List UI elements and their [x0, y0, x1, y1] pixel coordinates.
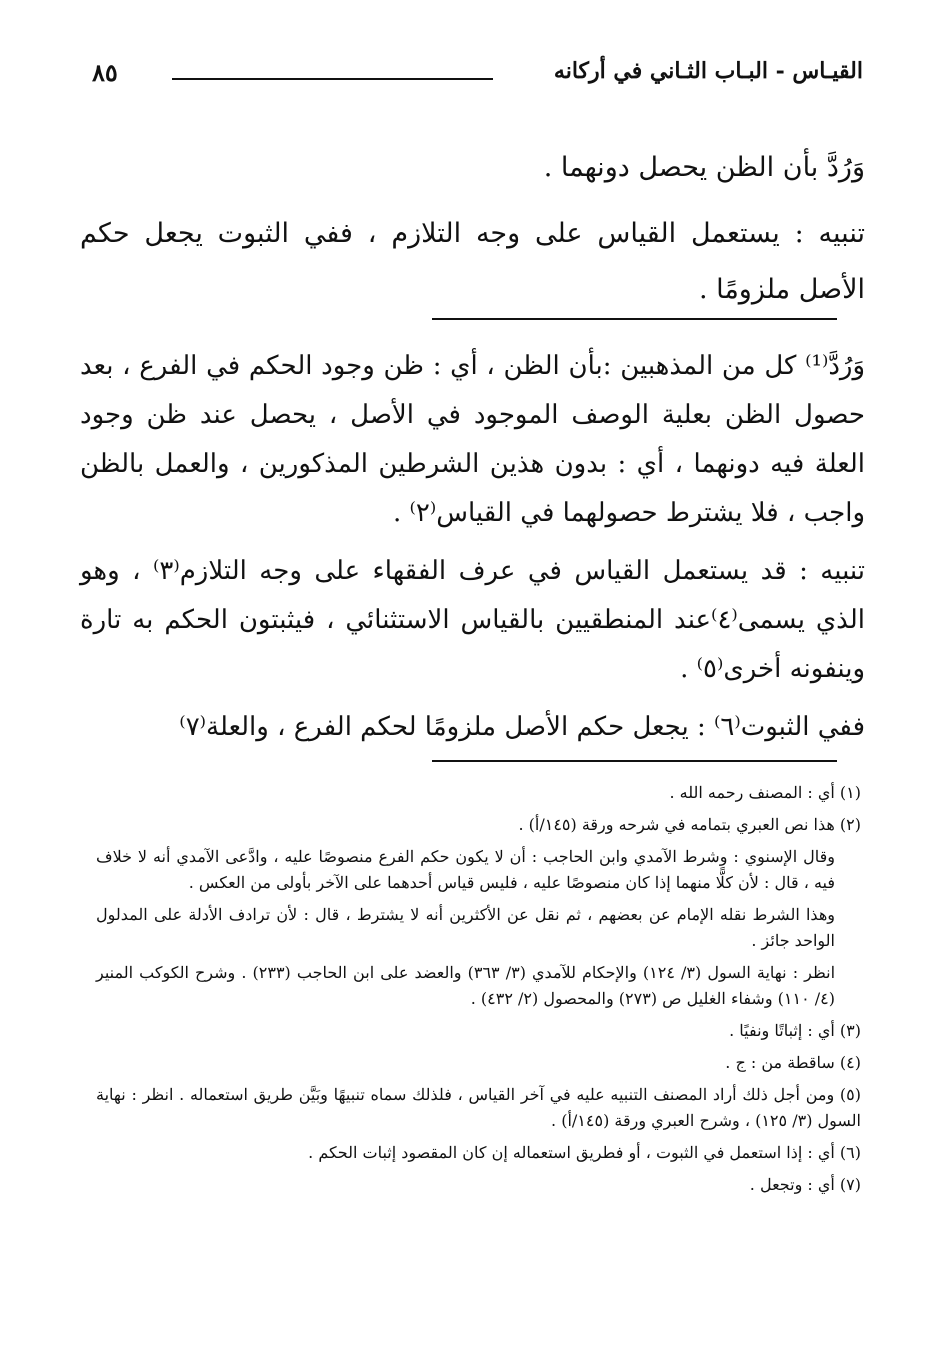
footnote-separator: [432, 760, 837, 762]
footnote-continuation: وقال الإسنوي : وشرط الآمدي وابن الحاجب : أن لا يكون حكم الفرع منصوصًا عليه ، وادَّعى الآمدي أنه لا خلاف فيه ، قال : لأن كلًّا منهما إذا كان منصوصًا عليه ، فليس قياس أحدهما على الآخر بأولى من العكس .: [96, 847, 835, 892]
matn-paragraph: وَرُدَّ بأن الظن يحصل دونهما .: [543, 152, 865, 183]
footnote-continuation: انظر : نهاية السول (٣/ ١٢٤) والإحكام للآمدي (٣/ ٣٦٣) والعضد على ابن الحاجب (٢٣٣) . وشرح الكوكب المنير (٤/ ١١٠) وشفاء الغليل ص (٢٧٣) والمحصول (٢/ ٤٣٢) .: [96, 963, 836, 1008]
footnote: (١) أي : المصنف رحمه الله .: [669, 783, 861, 802]
commentary-paragraph: ففي الثبوت⁽٦⁾ : يجعل حكم الأصل ملزومًا لحكم الفرع ، والعلة⁽٧⁾: [179, 712, 865, 742]
footnotes: [96, 780, 861, 1204]
footnote: (٤) ساقطة من : ج .: [725, 1053, 861, 1072]
footnote: (٢) هذا نص العبري بتمامه في شرحه ورقة (١٤٥/أ) .: [518, 815, 861, 834]
footnote: (٥) ومن أجل ذلك أراد المصنف التنبيه عليه في آخر القياس ، فلذلك سماه تنبيهًا وبَيَّن طريق استعماله . انظر : نهاية السول (٣/ ١٢٥) ، وشرح العبري ورقة (١٤٥/أ) .: [96, 1085, 861, 1130]
running-head: القيـاس - البـاب الثـاني في أركانه: [553, 58, 863, 84]
header-rule: [172, 78, 493, 80]
page-number: ٨٥: [92, 58, 118, 87]
matn-separator: [432, 318, 837, 320]
commentary-text: [80, 342, 865, 761]
page-header: [92, 58, 863, 98]
footnote: (٣) أي : إثباتًا ونفيًا .: [729, 1021, 861, 1040]
footnote: (٦) أي : إذا استعمل في الثبوت ، أو فطريق استعماله إن كان المقصود إثبات الحكم .: [308, 1143, 861, 1162]
commentary-paragraph: وَرُدَّ⁽¹⁾ كل من المذهبين :بأن الظن ، أي : ظن وجود الحكم في الفرع ، بعد حصول الظن بعلية الوصف الموجود في الأصل ، يحصل عند ظن وجود العلة فيه دونهما ، أي : بدون هذين الشرطين المذكورين ، والعمل بالظن واجب ، فلا يشترط حصولهما في القياس⁽٢⁾ .: [80, 351, 866, 528]
commentary-paragraph: تنبيه : قد يستعمل القياس في عرف الفقهاء على وجه التلازم⁽٣⁾ ، وهو الذي يسمى⁽٤⁾عند المنطقيين بالقياس الاستثنائي ، فيثبتون الحكم به تارة وينفونه أخرى⁽٥⁾ .: [80, 556, 865, 684]
footnote: (٧) أي : وتجعل .: [749, 1175, 861, 1194]
matn-text: [80, 140, 865, 328]
matn-paragraph: تنبيه : يستعمل القياس على وجه التلازم ، ففي الثبوت يجعل حكم الأصل ملزومًا .: [80, 218, 865, 305]
footnote-continuation: وهذا الشرط نقله الإمام عن بعضهم ، ثم نقل عن الأكثرين أنه لا يشترط ، قال : لأن ترادف الأدلة على المدلول الواحد جائز .: [96, 905, 835, 950]
